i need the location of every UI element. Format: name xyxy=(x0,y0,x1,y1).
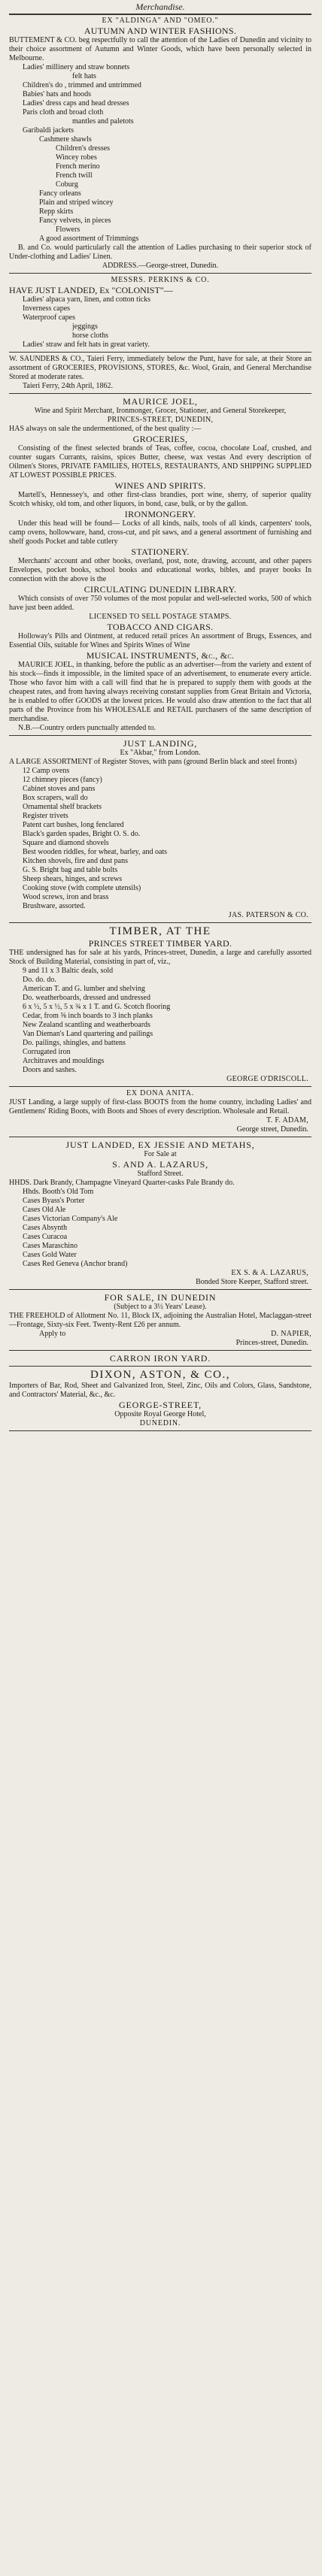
list-item: Hhds. Booth's Old Tom xyxy=(23,1188,94,1196)
apply-row xyxy=(9,1330,311,1339)
ad-closing: MAURICE JOEL, in thanking, before the public as an advertiser—from the variety and extent of his stock—finds it impossible, in the limited space of an advertisement, to enumerate every article. Those who favor him with a call will find that he is prepared to supply them with goods at the cheapest rates, and from having always receiving constant supplies from Great Britain and Victoria, he is enabled to offer GOODS at the lowest prices. He would also draw attention to the fact that all parts of the Province from his WHOLESALE and RETAIL purchasers of the same description of merchandise. xyxy=(9,661,311,723)
list-item: Square and diamond shovels xyxy=(23,839,109,847)
list-item: HHDS. Dark Brandy, Champagne Vineyard Quarter-casks Pale Brandy do. xyxy=(9,1179,235,1187)
list-item: Ornamental shelf brackets xyxy=(23,803,102,811)
list-item: Architraves and mouldings xyxy=(23,1057,105,1065)
category-body: Martell's, Hennessey's, and other first-class brandies, port wine, sherry, of superior quality Scotch whisky, old tom, and other liquors, in bond, case, bulk, or by the gallon. xyxy=(9,491,311,508)
list-item: Corrugated iron xyxy=(23,1048,71,1056)
list-item: horse cloths xyxy=(72,331,109,340)
notice-line: LICENSED TO SELL POSTAGE STAMPS. xyxy=(89,613,232,621)
list-item: 9 and 11 x 3 Baltic deals, sold xyxy=(23,967,114,975)
list-item: French twill xyxy=(56,171,93,180)
ad-paterson xyxy=(9,738,311,920)
ad-signature: EX S. & A. LAZARUS, xyxy=(231,1269,308,1277)
ad-buttement xyxy=(9,17,311,271)
list-item: Box scrapers, wall do xyxy=(23,794,88,802)
divider xyxy=(9,1350,311,1351)
newspaper-column xyxy=(0,2,322,1431)
list-item: Kitchen shovels, fire and dust pans xyxy=(23,857,128,865)
divider xyxy=(9,1289,311,1290)
ad-subheading: For Sale at xyxy=(144,1150,177,1158)
divider xyxy=(9,273,311,274)
divider xyxy=(9,922,311,923)
list-item: Paris cloth and broad cloth xyxy=(23,108,104,117)
ad-subheading: Wine and Spirit Merchant, Ironmonger, Grocer, Stationer, and General Storekeeper, xyxy=(34,407,287,415)
ad-subheading: AUTUMN AND WINTER FASHIONS. xyxy=(84,26,237,36)
list-item: Cases Red Geneva (Anchor brand) xyxy=(23,1260,128,1268)
apply-label: Apply to xyxy=(39,1330,66,1338)
list-item: Cases Absynth xyxy=(23,1224,68,1232)
list-item: Cases Curacoa xyxy=(23,1233,68,1241)
list-item: Plain and striped wincey xyxy=(39,198,114,207)
ad-maurice-joel xyxy=(9,396,311,733)
divider xyxy=(9,14,311,15)
list-item: Babies' hats and hoods xyxy=(23,90,91,98)
list-item: Cases Old Ale xyxy=(23,1206,66,1214)
list-item: 6 x ½, 5 x ½, 5 x ¾ x 1 T. and G. Scotch flooring xyxy=(23,1003,171,1011)
ad-intro: HAS always on sale the undermentioned, of the best quality :— xyxy=(9,425,202,433)
category-heading: WINES AND SPIRITS. xyxy=(114,480,206,491)
list-item: Brushware, assorted. xyxy=(23,902,86,910)
ad-body: THE FREEHOLD of Allotment No. 11, Block IX, adjoining the Australian Hotel, Maclaggan-street—Frontage, Sixty-six Feet. Twenty-Rent £26 per annum. xyxy=(9,1312,311,1329)
category-heading: IRONMONGERY. xyxy=(124,509,196,519)
ad-signature: Taieri Ferry, 24th April, 1862. xyxy=(23,382,114,390)
list-item: American T. and G. lumber and shelving xyxy=(23,985,145,993)
divider xyxy=(9,1366,311,1367)
list-item: Do. weatherboards, dressed and undressed xyxy=(23,994,150,1002)
ad-body: THE undersigned has for sale at his yards, Princes-street, Dunedin, a large and carefully assorted Stock of Building Material, consisting in part of, viz., xyxy=(9,949,311,966)
divider xyxy=(9,735,311,736)
ad-timber xyxy=(9,925,311,1084)
ad-signature: GEORGE O'DRISCOLL. xyxy=(226,1075,308,1083)
ad-body: HAVE JUST LANDED, Ex "COLONIST"— xyxy=(9,285,173,295)
ad-heading: JUST LANDED, EX JESSIE AND METAHS, xyxy=(65,1140,255,1150)
ad-heading: EX "ALDINGA" AND "OMEO." xyxy=(102,17,219,25)
list-item: mantles and paletots xyxy=(72,117,134,126)
category-body: Consisting of the finest selected brands of Teas, coffee, cocoa, chocolate Loaf, crushed, and counter sugars Currants, raisins, spices Butter, cheese, wax vestas And every description of Oilmen's Stores, PRIVATE FAMILIES, HOTELS, RESTAURANTS, AND SHIPPING SUPPLIED AT LOWEST POSSIBLE PRICES. xyxy=(9,444,311,480)
ad-address: Stafford Street. xyxy=(137,1170,184,1178)
list-item: 12 Camp ovens xyxy=(23,767,70,775)
list-item: Patent cart bushes, long fenclared xyxy=(23,821,124,829)
list-item: Ladies' millinery and straw bonnets xyxy=(23,63,130,71)
ad-body: Importers of Bar, Rod, Sheet and Galvanized Iron, Steel, Zinc, Oils and Colors, Glass, Sandstone, and Contractors' Material, &c., &c. xyxy=(9,1382,311,1399)
ad-subheading: Ex "Akbar," from London. xyxy=(120,749,201,757)
category-body: Which consists of over 750 volumes of the most popular and well-selected works, 500 of which have just been added. xyxy=(9,595,311,612)
list-item: Cases Victorian Company's Ale xyxy=(23,1215,118,1223)
divider xyxy=(9,1430,311,1431)
list-item: Cabinet stoves and pans xyxy=(23,785,96,793)
ad-location: Opposite Royal George Hotel, xyxy=(114,1410,206,1418)
agent-name: D. NAPIER, xyxy=(271,1330,311,1338)
list-item: Repp skirts xyxy=(39,207,74,216)
list-item: Van Dieman's Land quartering and pailings xyxy=(23,1030,153,1038)
category-heading: GROCERIES, xyxy=(132,434,188,444)
list-item: Garibaldi jackets xyxy=(23,126,74,135)
list-item: Doors and sashes. xyxy=(23,1066,77,1074)
ad-firm: S. AND A. LAZARUS, xyxy=(112,1159,208,1170)
ad-lazarus xyxy=(9,1140,311,1287)
ad-heading: EX DONA ANITA. xyxy=(126,1089,195,1097)
ad-heading: FOR SALE, IN DUNEDIN xyxy=(104,1292,217,1303)
list-item: A good assortment of Trimmings xyxy=(39,235,139,243)
ad-signature: T. F. ADAM, xyxy=(266,1116,308,1125)
category-heading: STATIONERY. xyxy=(131,546,190,557)
ad-body: BUTTEMENT & CO. beg respectfully to call the attention of the Ladies of Dunedin and vicinity to their choice assortment of Autumn and Winter Goods, which have been personally selected in Melbourne. xyxy=(9,36,311,62)
category-body: Holloway's Pills and Ointment, at reduced retail prices An assortment of Brugs, Essences, and Essential Oils, suitable for Wines and Spirits Wines of Wine xyxy=(9,632,311,649)
ad-subheading: PRINCES STREET TIMBER YARD. xyxy=(88,938,232,949)
list-item: Wood screws, iron and brass xyxy=(23,893,109,901)
category-heading: CIRCULATING DUNEDIN LIBRARY. xyxy=(84,584,237,595)
ad-body: W. SAUNDERS & CO., Taieri Ferry, immediately below the Punt, have for sale, at their Store an assortment of GROCERIES, PROVISIONS, STORES, &c. Wool, Grain, and General Merchandise Stored at moderate rates. xyxy=(9,355,311,381)
list-item: Do. do. do. xyxy=(23,976,56,984)
list-item: Coburg xyxy=(56,180,78,189)
list-item: Ladies' alpaca yarn, linen, and cotton ticks xyxy=(23,295,151,304)
ad-footer: B. and Co. would particularly call the attention of Ladies purchasing to their superior stock of Under-clothing and Ladies' Linen. xyxy=(9,244,311,261)
agent-address: Princes-street, Dunedin. xyxy=(235,1339,308,1347)
ad-heading: MAURICE JOEL, xyxy=(123,396,198,407)
ad-carron-iron-yard xyxy=(9,1353,311,1428)
ad-note: N.B.—Country orders punctually attended to. xyxy=(18,724,156,732)
list-item: Ladies' straw and felt hats in great variety. xyxy=(23,341,150,349)
list-item: jeggings xyxy=(72,322,98,331)
ad-firm: DIXON, ASTON, & CO., xyxy=(90,1369,230,1381)
ad-body: JUST Landing, a large supply of first-class BOOTS from the home country, including Ladies' and Gentlemens' Riding Boots, with Boots and Shoes of every description. Wholesale and Retail. xyxy=(9,1098,311,1115)
list-item: New Zealand scantling and weatherboards xyxy=(23,1021,150,1029)
ad-heading: MESSRS. PERKINS & CO. xyxy=(111,276,210,284)
list-item: Children's do , trimmed and untrimmed xyxy=(23,81,141,89)
list-item: Register trivets xyxy=(23,812,68,820)
ad-body: A LARGE ASSORTMENT of Register Stoves, with pans (ground Berlin black and steel fronts) xyxy=(9,758,297,766)
ad-address: PRINCES-STREET, DUNEDIN, xyxy=(107,416,214,424)
list-item: Ladies' dress caps and head dresses xyxy=(23,99,129,107)
list-item: Cooking stove (with complete utensils) xyxy=(23,884,141,892)
ad-heading: CARRON IRON YARD. xyxy=(109,1353,211,1364)
list-item: Fancy orleans xyxy=(39,189,81,198)
ad-city: DUNEDIN. xyxy=(139,1419,181,1427)
divider xyxy=(9,1086,311,1087)
list-item: Best wooden riddles, for wheat, barley, and oats xyxy=(23,848,168,856)
ad-signature: JAS. PATERSON & CO. xyxy=(228,911,308,919)
list-item: Do. pailings, shingles, and battens xyxy=(23,1039,126,1047)
list-item: Black's garden spades, Bright O. S. do. xyxy=(23,830,141,838)
divider xyxy=(9,393,311,394)
divider xyxy=(9,352,311,353)
list-item: Cashmere shawls xyxy=(39,135,92,144)
ad-saunders xyxy=(9,355,311,391)
list-item: Cases Byass's Porter xyxy=(23,1197,85,1205)
category-body: Under this head will be found— Locks of all kinds, nails, tools of all kinds, carpenters' tools, camp ovens, hollowware, hand, cross-cut, and pit saws, and a general assortment of furnishing and shelf goods Pocket and table cutlery xyxy=(9,519,311,546)
category-heading: MUSICAL INSTRUMENTS, &c., &c. xyxy=(86,650,235,661)
list-item: Children's dresses xyxy=(56,144,111,153)
list-item: 12 chimney pieces (fancy) xyxy=(23,776,102,784)
list-item: Cedar, from ⅝ inch boards to 3 inch planks xyxy=(23,1012,153,1020)
list-item: Wincey robes xyxy=(56,153,97,162)
list-item: Inverness capes xyxy=(23,304,71,313)
list-item: Waterproof capes xyxy=(23,313,75,322)
list-item: Cases Maraschino xyxy=(23,1242,78,1250)
list-item: Fancy velvets, in pieces xyxy=(39,216,111,225)
ad-street: GEORGE-STREET, xyxy=(119,1400,202,1410)
list-item: Cases Gold Water xyxy=(23,1251,77,1259)
list-item: Sheep shears, hinges, and screws xyxy=(23,875,123,883)
list-item: G. S. Bright bag and table bolts xyxy=(23,866,118,874)
ad-address: George street, Dunedin. xyxy=(236,1125,308,1134)
section-title: Merchandise. xyxy=(135,2,185,12)
list-item: felt hats xyxy=(72,72,96,80)
list-item: French merino xyxy=(56,162,100,171)
category-body: Merchants' account and other books, overland, post, note, drawing, account, and other papers Envelopes, pocket books, school books and educational works, bibles, and prayer books In connection with the above is the xyxy=(9,557,311,583)
category-heading: TOBACCO AND CIGARS. xyxy=(107,622,214,632)
ad-napier xyxy=(9,1292,311,1348)
ad-subheading: (Subject to a 3½ Years' Lease). xyxy=(114,1303,207,1311)
ad-heading: JUST LANDING, xyxy=(123,738,198,749)
list-item: Flowers xyxy=(56,226,80,234)
ad-signature-line: Bonded Store Keeper, Stafford street. xyxy=(196,1278,308,1286)
ad-heading: TIMBER, AT THE xyxy=(109,925,211,937)
ad-address: ADDRESS.—George-street, Dunedin. xyxy=(102,262,219,270)
ad-dona-anita xyxy=(9,1089,311,1134)
ad-perkins xyxy=(9,276,311,350)
